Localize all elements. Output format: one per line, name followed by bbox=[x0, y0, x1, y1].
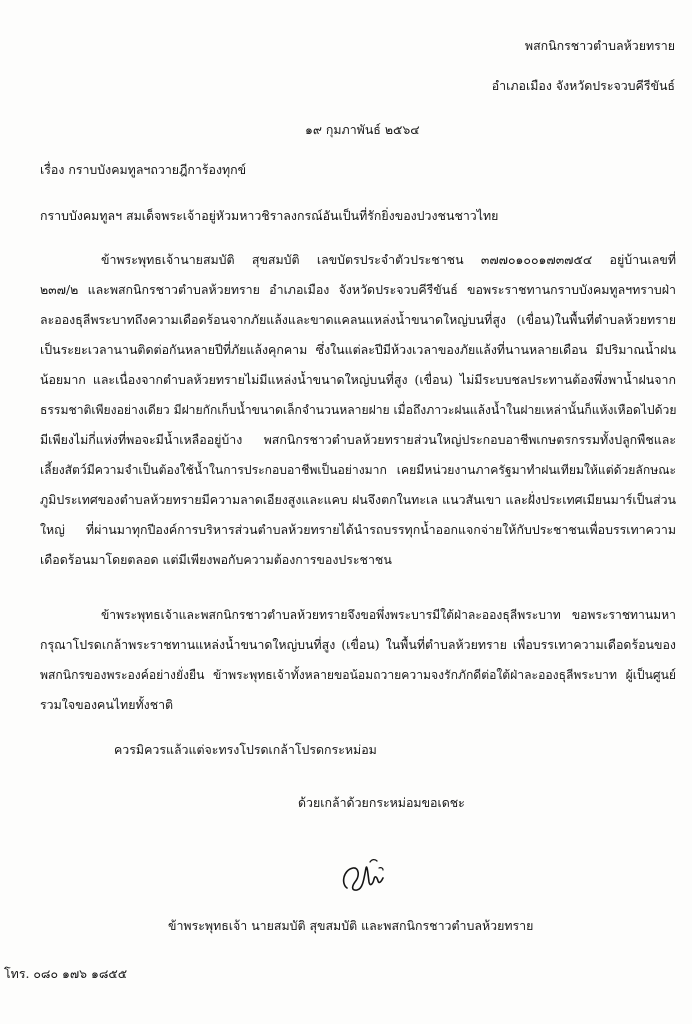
phone-number: โทร. ๐๘๐ ๑๗๖ ๑๘๕๕ bbox=[4, 966, 128, 981]
body-line: ละอองธุลีพระบาทถึงความเดือดร้อนจากภัยแล้งและขาดแคลนแหล่งน้ำขนาดใหญ่บนที่สูง (เขื่อน)ในพื้นที่ตำบลห้วยทราย bbox=[40, 312, 676, 327]
body-paragraph-1 bbox=[40, 245, 676, 575]
body-line: เลี้ยงสัตว์มีความจำเป็นต้องใช้น้ำในการประกอบอาชีพเป็นอย่างมาก เคยมีหน่วยงานภาครัฐมาทำฝนเทียมให้แต่ด้วยลักษณะ bbox=[40, 463, 676, 477]
body-line: ๒๓๗/๒ และพสกนิกรชาวตำบลห้วยทราย อำเภอเมือง จังหวัดประจวบคีรีขันธ์ ขอพระราชทานกราบบังคมทูลฯทราบฝ่า bbox=[40, 282, 676, 297]
body-line: กรุณาโปรดเกล้าพระราชทานแหล่งน้ำขนาดใหญ่บนที่สูง (เขื่อน) ในพื้นที่ตำบลห้วยทราย เพื่อบรรเทาความเดือดร้อนของ bbox=[40, 637, 676, 652]
handwritten-signature bbox=[333, 854, 389, 894]
body-line: พสกนิกรของพระองค์อย่างยั่งยืน ข้าพระพุทธเจ้าทั้งหลายขอน้อมถวายความจงรักภักดีต่อใต้ฝ่าละอองธุลีพระบาท ผู้เป็นศูนย์ bbox=[40, 668, 676, 682]
signatory-line: ข้าพระพุทธเจ้า นายสมบัติ สุขสมบัติ และพสกนิกรชาวตำบลห้วยทราย bbox=[168, 918, 534, 933]
closing-line-1: ควรมิควรแล้วแต่จะทรงโปรดเกล้าโปรดกระหม่อม bbox=[114, 742, 377, 757]
body-line: เดือดร้อนมาโดยตลอด แต่มีเพียงพอกับความต้องการของประชาชน bbox=[40, 552, 392, 567]
body-line: ภูมิประเทศของตำบลห้วยทรายมีความลาดเอียงสูงและแคบ ฝนจึงตกในทะเล แนวสันเขา และฝั่งประเทศเมียนมาร์เป็นส่วน bbox=[40, 492, 676, 507]
body-line: เป็นระยะเวลานานติดต่อกันหลายปีที่ภัยแล้งคุกคาม ซึ่งในแต่ละปีมีห้วงเวลาของภัยแล้งที่นานหลายเดือน มีปริมาณน้ำฝน bbox=[40, 342, 676, 357]
letter-date: ๑๙ กุมภาพันธ์ ๒๕๖๔ bbox=[305, 122, 420, 137]
body-line: น้อยมาก และเนื่องจากตำบลห้วยทรายไม่มีแหล่งน้ำขนาดใหญ่บนที่สูง (เขื่อน) ไม่มีระบบชลประทานต้องพึ่งพาน้ำฝนจาก bbox=[40, 372, 676, 387]
body-line: ข้าพระพุทธเจ้าและพสกนิกรชาวตำบลห้วยทรายจึงขอพึ่งพระบารมีใต้ฝ่าละอองธุลีพระบาท ขอพระราชทานมหา bbox=[101, 608, 676, 622]
sender-name: พสกนิกรชาวตำบลห้วยทราย bbox=[524, 38, 675, 53]
closing-line-2: ด้วยเกล้าด้วยกระหม่อมขอเดชะ bbox=[298, 795, 465, 810]
letter-subject: เรื่อง กราบบังคมทูลฯถวายฎีการ้องทุกข์ bbox=[40, 162, 247, 177]
body-line: ข้าพระพุทธเจ้านายสมบัติ สุขสมบัติ เลขบัตรประจำตัวประชาชน ๓๗๗๐๑๐๐๑๗๓๗๕๔ อยู่บ้านเลขที่ bbox=[101, 252, 676, 267]
body-paragraph-2 bbox=[40, 600, 676, 720]
sender-address: อำเภอเมือง จังหวัดประจวบคีรีขันธ์ bbox=[491, 78, 675, 93]
body-line: ใหญ่ ที่ผ่านมาทุกปีองค์การบริหารส่วนตำบลห้วยทรายได้นำรถบรรทุกน้ำออกแจกจ่ายให้กับประชาชนเพื่อบรรเทาความ bbox=[40, 522, 676, 537]
letter-salutation: กราบบังคมทูลฯ สมเด็จพระเจ้าอยู่หัวมหาวชิราลงกรณ์อันเป็นที่รักยิ่งของปวงชนชาวไทย bbox=[40, 208, 499, 223]
body-line: รวมใจของคนไทยทั้งชาติ bbox=[40, 697, 174, 712]
body-line: ธรรมชาติเพียงอย่างเดียว มีฝายกักเก็บน้ำขนาดเล็กจำนวนหลายฝาย เมื่อถึงภาวะฝนแล้งน้ำในฝายเหล่านั้นก็แห้งเหือดไปด้วย bbox=[40, 403, 676, 417]
body-line: มีเพียงไม่กี่แห่งที่พอจะมีน้ำเหลืออยู่บ้าง พสกนิกรชาวตำบลห้วยทรายส่วนใหญ่ประกอบอาชีพเกษตรกรรมทั้งปลูกพืชและ bbox=[40, 432, 676, 447]
